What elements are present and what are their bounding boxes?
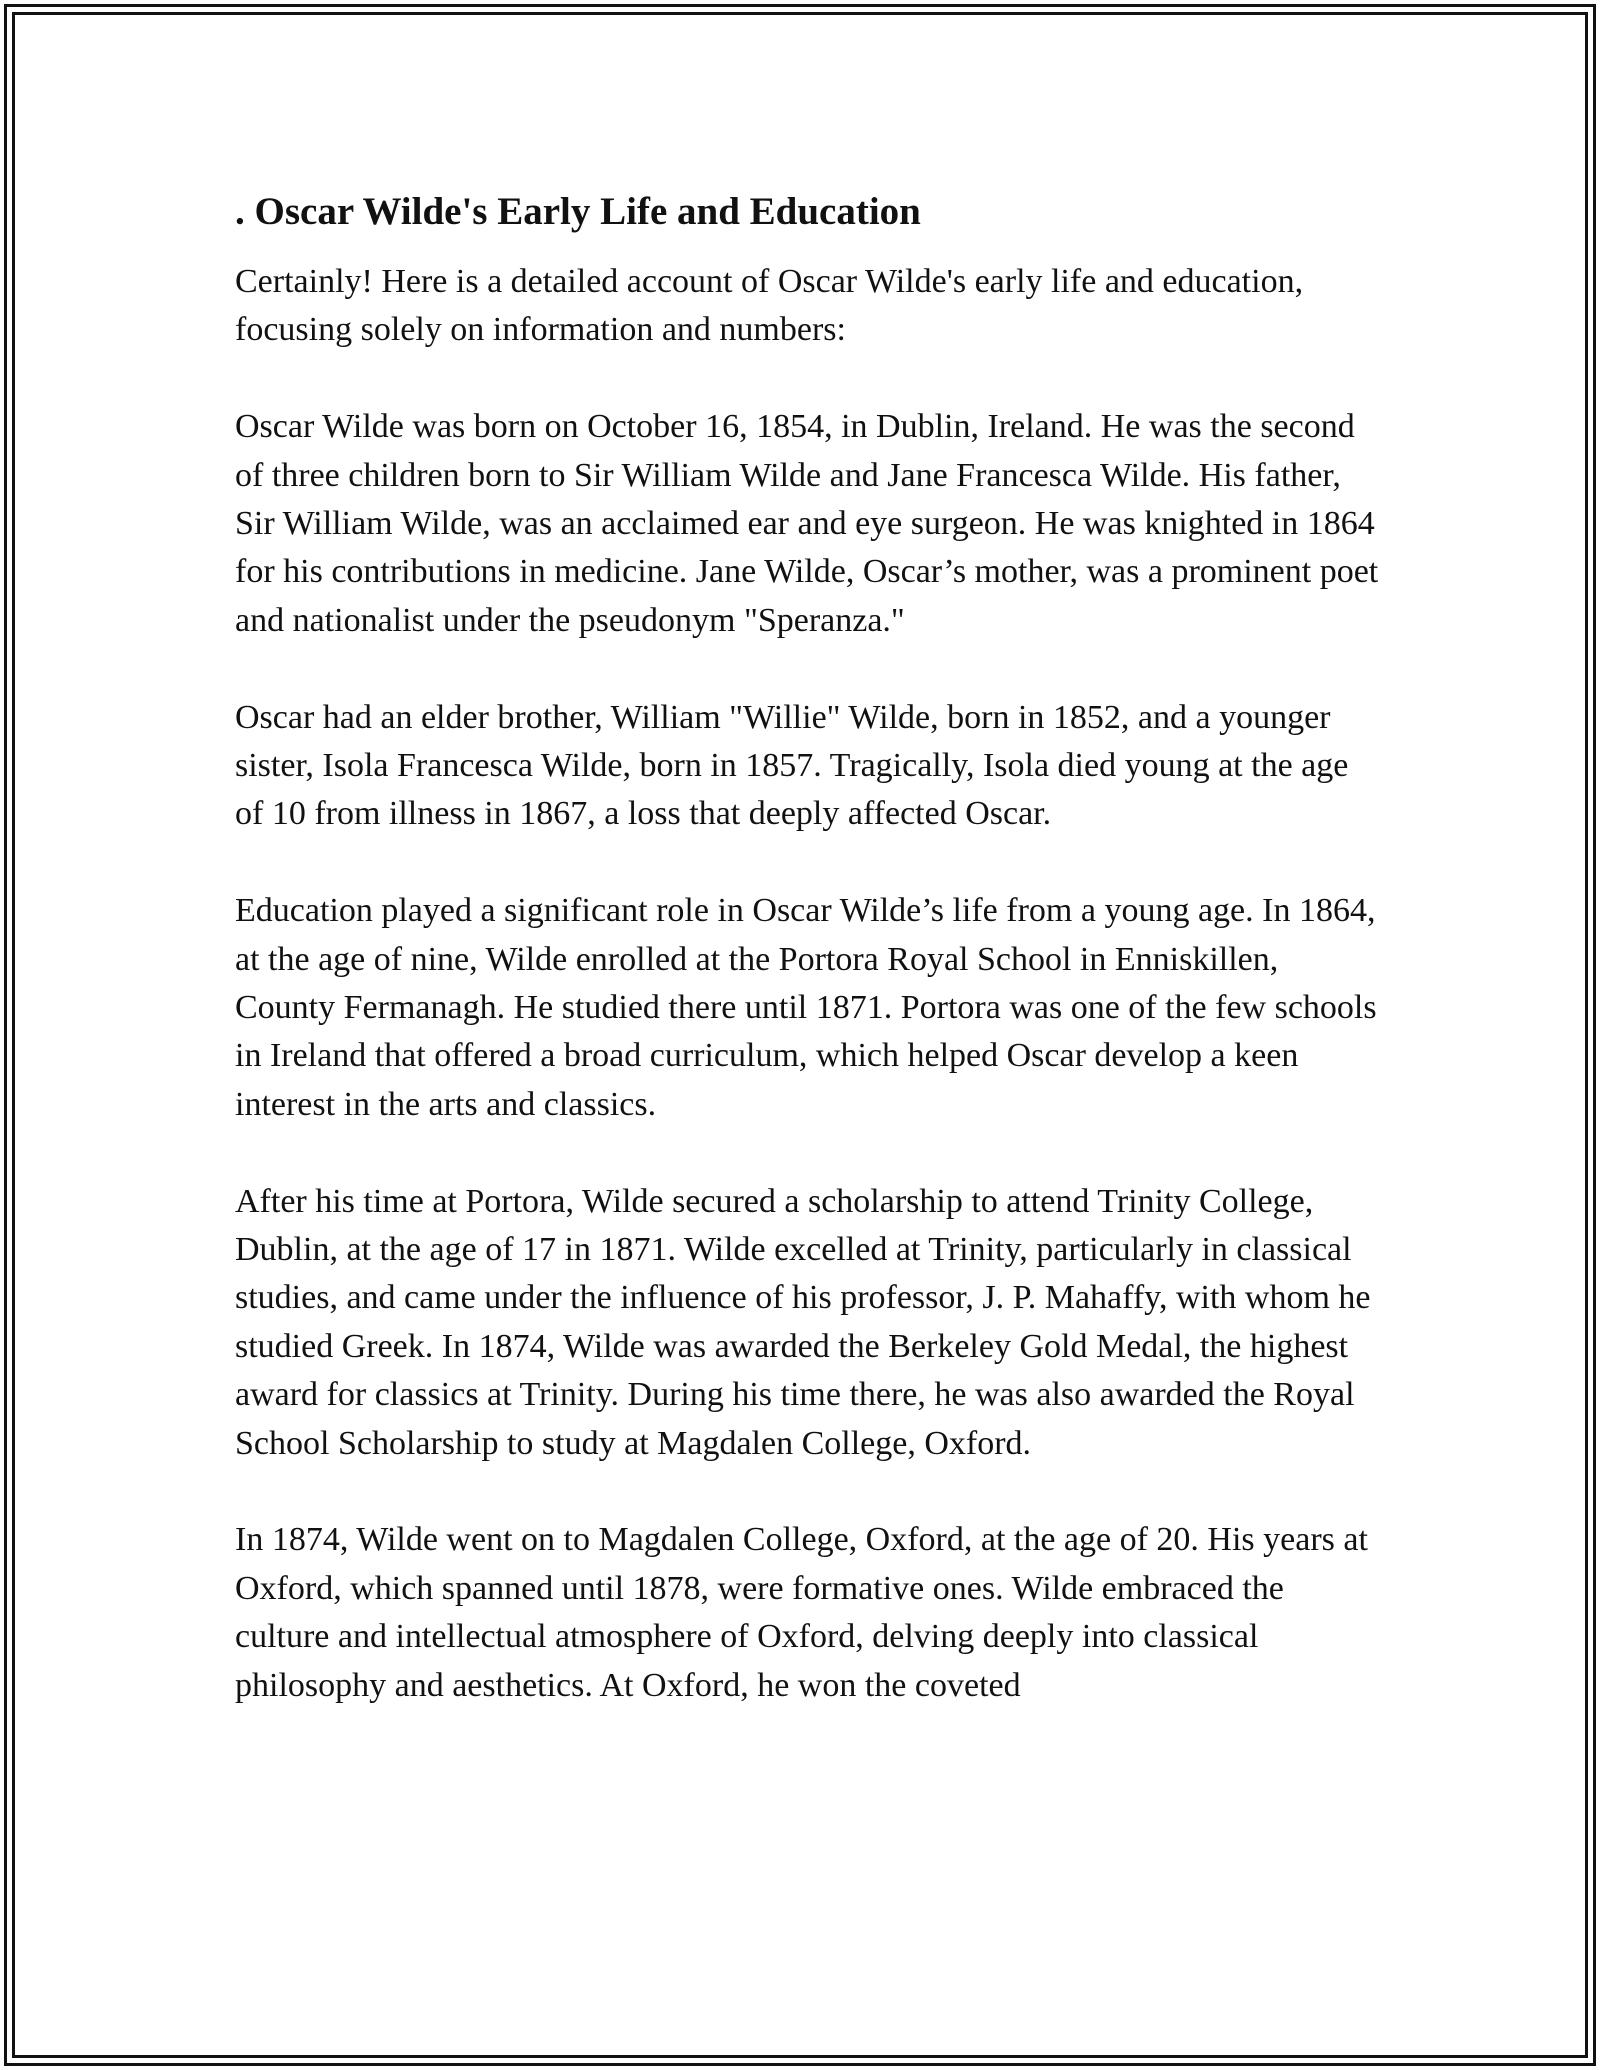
- document-title: . Oscar Wilde's Early Life and Education: [235, 190, 921, 233]
- portora-paragraph: Education played a significant role in Oscar Wilde’s life from a young age. In 1864, at the age of nine, Wilde enrolled at the Portora Royal School in Enniskillen, County Fermanagh. He studied there until 1871. Portora was one of the few schools in Ireland that offered a broad curriculum, which helped Oscar develop a keen interest in the arts and classics.: [235, 892, 1377, 1123]
- intro-paragraph: Certainly! Here is a detailed account of Oscar Wilde's early life and education, focusing solely on information and numbers:: [235, 263, 1304, 349]
- siblings-paragraph: Oscar had an elder brother, William "Willie" Wilde, born in 1852, and a younger sister, Isola Francesca Wilde, born in 1857. Tragically, Isola died young at the age of 10 from illness in 1867, a loss that deeply affected Oscar.: [235, 698, 1349, 833]
- trinity-paragraph: After his time at Portora, Wilde secured a scholarship to attend Trinity College, Dublin, at the age of 17 in 1871. Wilde excelled at Trinity, particularly in classical studies, and came under the influence of his professor, J. P. Mahaffy, with whom he studied Greek. In 1874, Wilde was awarded the Berkeley Gold Medal, the highest award for classics at Trinity. During his time there, he was also awarded the Royal School Scholarship to study at Magdalen College, Oxford.: [235, 1182, 1371, 1462]
- document-body: [235, 184, 1385, 1759]
- oxford-paragraph: In 1874, Wilde went on to Magdalen College, Oxford, at the age of 20. His years at Oxford, which spanned until 1878, were formative ones. Wilde embraced the culture and intellectual atmosphere of Oxford, delving deeply into classical philosophy and aesthetics. At Oxford, he won the coveted: [235, 1521, 1368, 1704]
- birth-family-paragraph: Oscar Wilde was born on October 16, 1854, in Dublin, Ireland. He was the second of three children born to Sir William Wilde and Jane Francesca Wilde. His father, Sir William Wilde, was an acclaimed ear and eye surgeon. He was knighted in 1864 for his contributions in medicine. Jane Wilde, Oscar’s mother, was a prominent poet and nationalist under the pseudonym "Speranza.": [235, 408, 1379, 639]
